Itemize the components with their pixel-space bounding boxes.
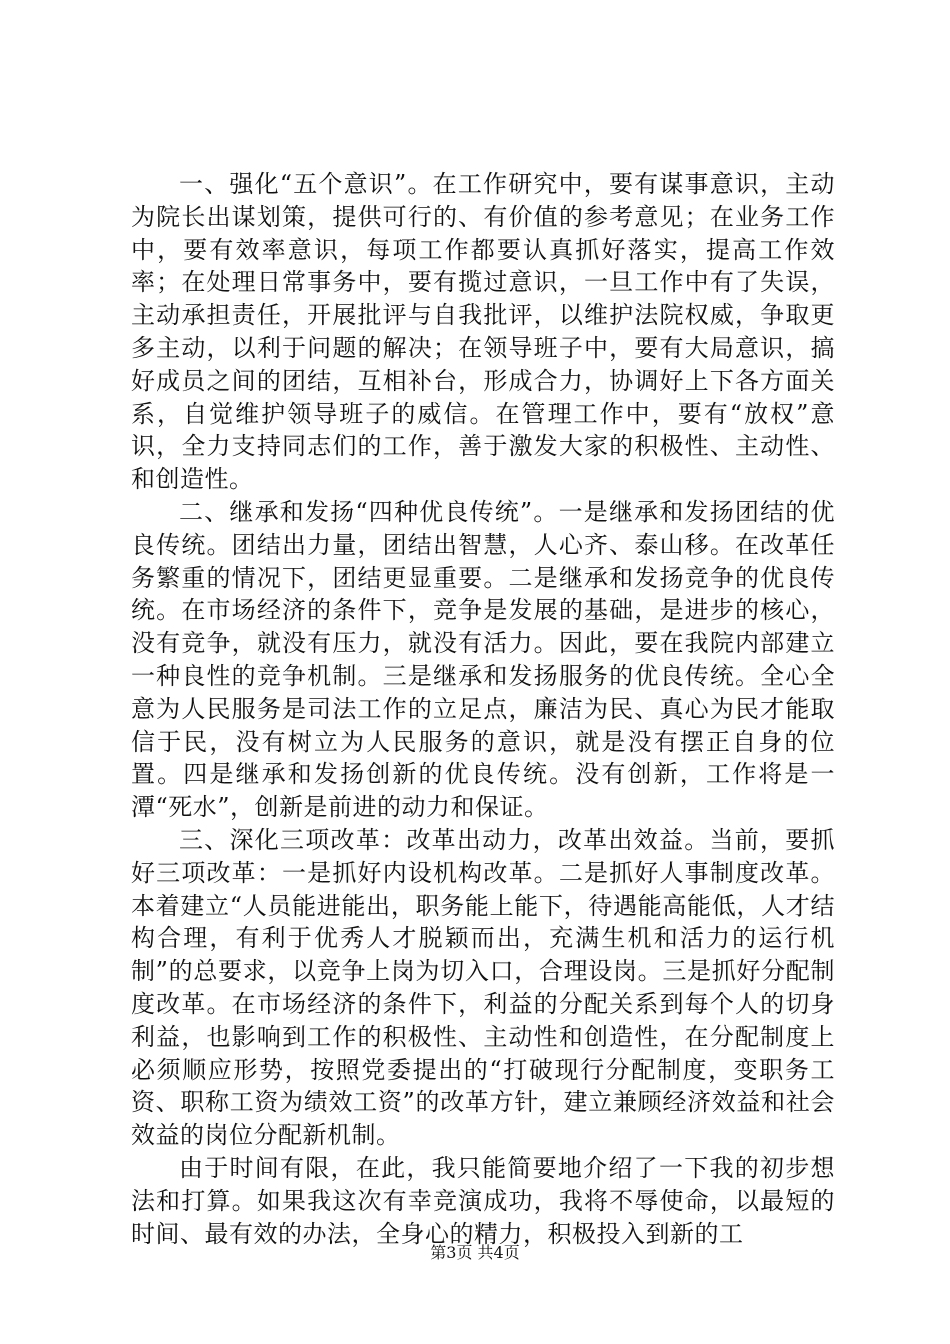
page-footer: 第3页 共4页 bbox=[430, 1243, 520, 1262]
paragraph-five-awareness: 一、强化“五个意识”。在工作研究中，要有谋事意识，主动为院长出谋划策，提供可行的、有价值的参考意见；在业务工作中，要有效率意识，每项工作都要认真抓好落实，提高工作效率；在处理日常事务中，要有揽过意识，一旦工作中有了失误，主动承担责任，开展批评与自我批评，以维护法院权威，争取更多主动，以利于问题的解决；在领导班子中，要有大局意识，搞好成员之间的团结，互相补台，形成合力，协调好上下各方面关系，自觉维护领导班子的威信。在管理工作中，要有“放权”意识，全力支持同志们的工作，善于激发大家的积极性、主动性、和创造性。 bbox=[131, 170, 835, 494]
paragraph-four-traditions: 二、继承和发扬“四种优良传统”。一是继承和发扬团结的优良传统。团结出力量，团结出智慧，人心齐、泰山移。在改革任务繁重的情况下，团结更显重要。二是继承和发扬竞争的优良传统。在市场经济的条件下，竞争是发展的基础，是进步的核心，没有竞争，就没有压力，就没有活力。因此，要在我院内部建立一种良性的竞争机制。三是继承和发扬服务的优良传统。全心全意为人民服务是司法工作的立足点，廉洁为民、真心为民才能取信于民，没有树立为人民服务的意识，就是没有摆正自身的位置。四是继承和发扬创新的优良传统。没有创新，工作将是一潭“死水”，创新是前进的动力和保证。 bbox=[131, 497, 835, 822]
paragraph-closing: 由于时间有限，在此，我只能简要地介绍了一下我的初步想法和打算。如果我这次有幸竞演成功，我将不辱使命，以最短的时间、最有效的办法，全身心的精力，积极投入到新的工 bbox=[131, 1153, 835, 1248]
paragraph-three-reforms: 三、深化三项改革：改革出动力，改革出效益。当前，要抓好三项改革：一是抓好内设机构改革。二是抓好人事制度改革。本着建立“人员能进能出，职务能上能下，待遇能高能低，人才结构合理，有利于优秀人才脱颖而出，充满生机和活力的运行机制”的总要求，以竞争上岗为切入口，合理设岗。三是抓好分配制度改革。在市场经济的条件下，利益的分配关系到每个人的切身利益，也影响到工作的积极性、主动性和创造性，在分配制度上必须顺应形势，按照党委提出的“打破现行分配制度，变职务工资、职称工资为绩效工资”的改革方针，建立兼顾经济效益和社会效益的岗位分配新机制。 bbox=[131, 825, 835, 1150]
body-text bbox=[131, 168, 835, 1250]
